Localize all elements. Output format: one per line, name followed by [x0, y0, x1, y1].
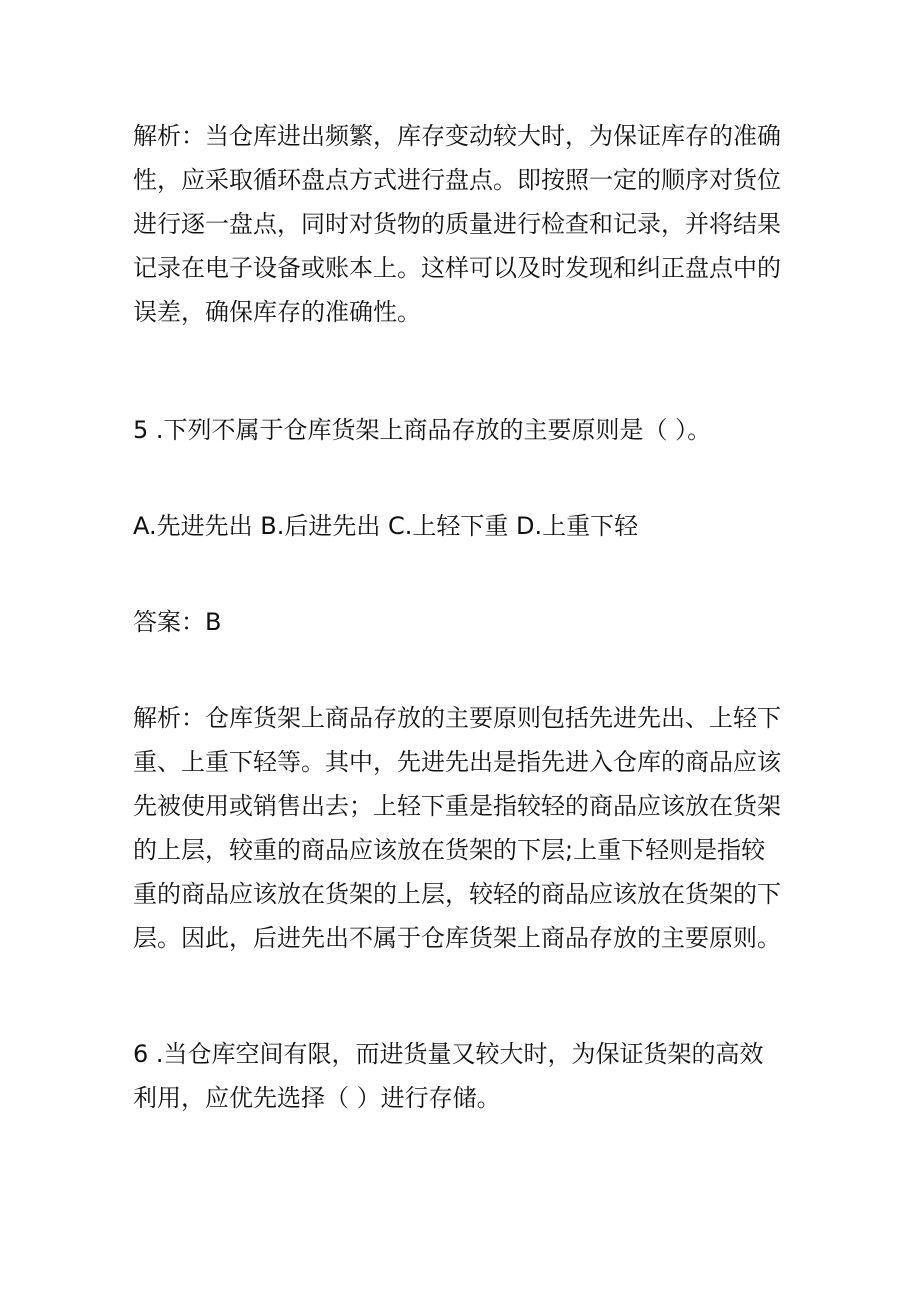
text-line: 误差，确保库存的准确性。 — [133, 298, 421, 326]
options-q5 — [133, 504, 823, 548]
text-line: 重的商品应该放在货架的上层，较轻的商品应该放在货架的下 — [133, 880, 781, 908]
text-line: 性，应采取循环盘点方式进行盘点。即按照一定的顺序对货位 — [133, 166, 781, 194]
question-5 — [133, 408, 823, 452]
text-line: 层。因此，后进先出不属于仓库货架上商品存放的主要原则。 — [133, 924, 781, 952]
text-line: 解析：仓库货架上商品存放的主要原则包括先进先出、上轻下 — [133, 704, 781, 732]
explanation-paragraph-q4 — [133, 114, 823, 334]
text-line: 解析：当仓库进出频繁，库存变动较大时，为保证库存的准确 — [133, 122, 781, 150]
text-line: 重、上重下轻等。其中，先进先出是指先进入仓库的商品应该 — [133, 748, 781, 776]
explanation-paragraph-q5 — [133, 696, 823, 960]
text-line: 的上层，较重的商品应该放在货架的下层;上重下轻则是指较 — [133, 836, 766, 864]
text-line: 利用，应优先选择（ ）进行存储。 — [133, 1084, 501, 1112]
options-text: A.先进先出 B.后进先出 C.上轻下重 D.上重下轻 — [133, 512, 639, 540]
text-line: 进行逐一盘点，同时对货物的质量进行检查和记录，并将结果 — [133, 210, 781, 238]
question-text: 5 .下列不属于仓库货架上商品存放的主要原则是（ ）。 — [133, 416, 712, 444]
question-6 — [133, 1032, 823, 1120]
text-line: 记录在电子设备或账本上。这样可以及时发现和纠正盘点中的 — [133, 254, 781, 282]
answer-text: 答案：B — [133, 608, 222, 636]
text-line: 6 .当仓库空间有限，而进货量又较大时，为保证货架的高效 — [133, 1040, 764, 1068]
answer-q5 — [133, 600, 823, 644]
text-line: 先被使用或销售出去；上轻下重是指较轻的商品应该放在货架 — [133, 792, 781, 820]
